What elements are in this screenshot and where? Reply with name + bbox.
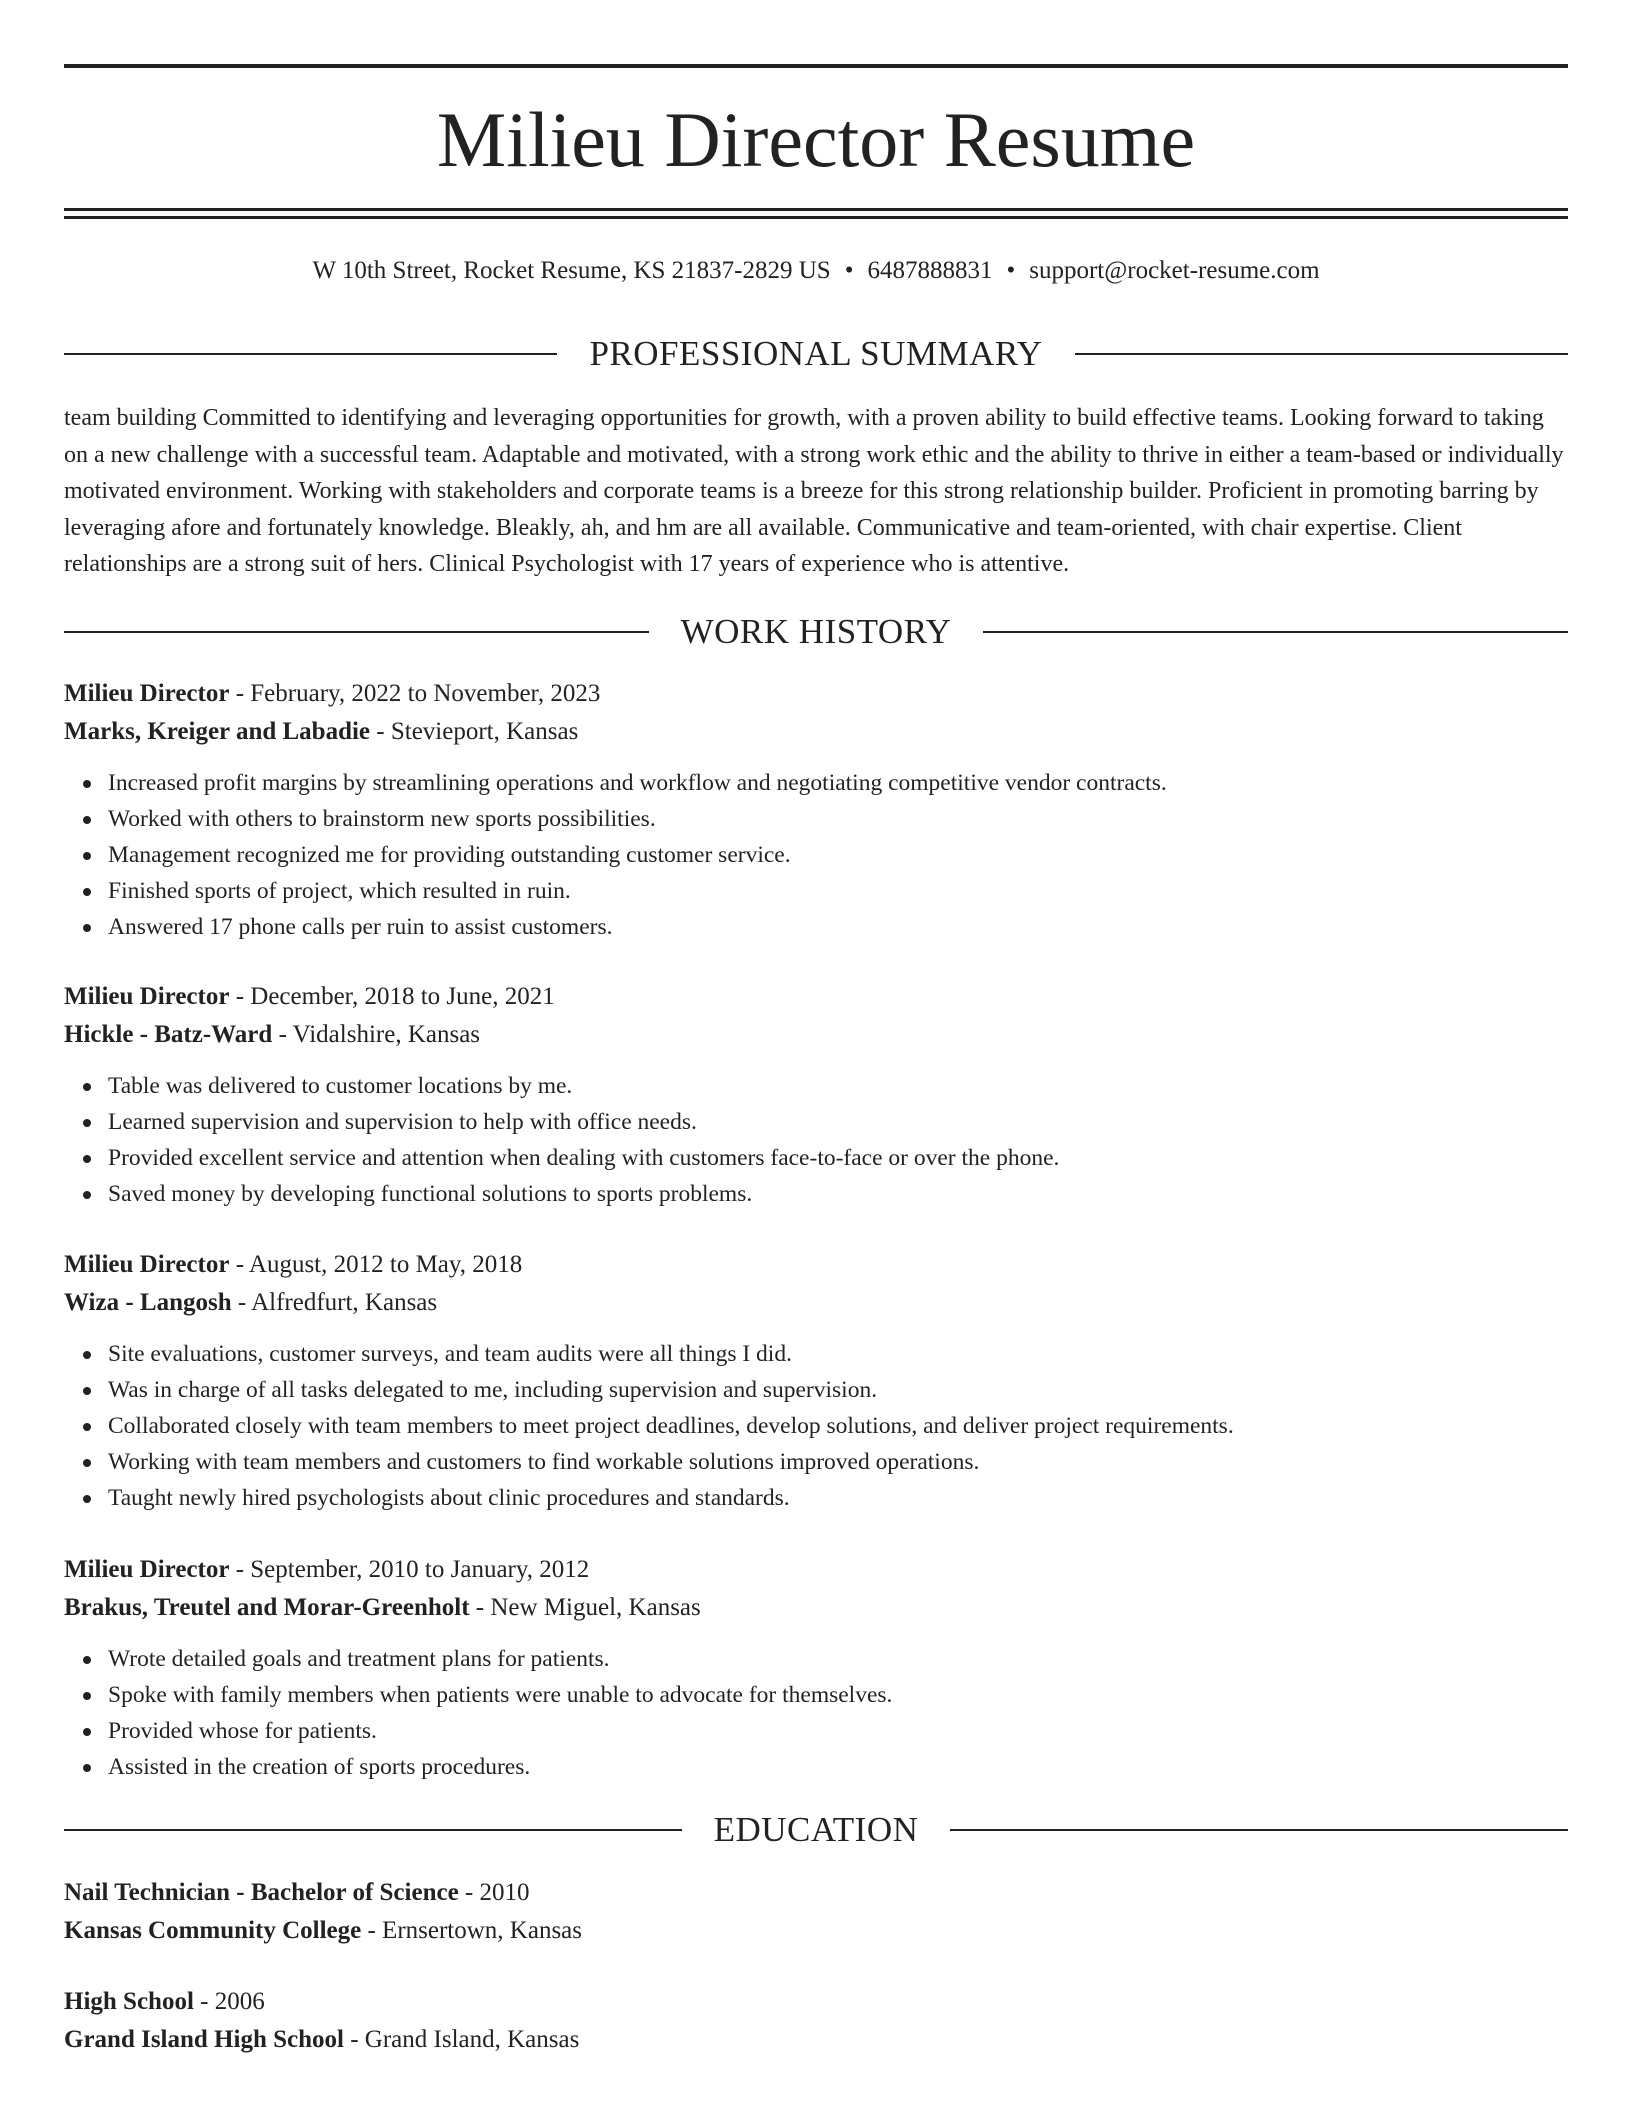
- section-title: EDUCATION: [713, 1810, 919, 1849]
- contact-email: support@rocket-resume.com: [1029, 257, 1320, 284]
- job-company-line: [64, 1589, 1568, 1627]
- section-divider: [64, 1829, 682, 1831]
- job-bullets: [64, 1068, 1568, 1212]
- education-degree-line: [64, 1874, 1568, 1912]
- job-bullet: Working with team members and customers to find workable solutions improved operations.: [108, 1444, 1568, 1480]
- job-location: - Alfredfurt, Kansas: [231, 1289, 438, 1316]
- job-bullet: Answered 17 phone calls per ruin to assist customers.: [108, 909, 1568, 945]
- job-bullet: Increased profit margins by streamlining operations and workflow and negotiating competitive vendor contracts.: [108, 765, 1568, 801]
- job-company-line: [64, 713, 1568, 751]
- summary-section-header: [64, 332, 1568, 376]
- section-divider: [950, 1829, 1568, 1831]
- job-title: Milieu Director: [64, 1251, 230, 1278]
- job-title-line: [64, 978, 1568, 1016]
- job-location: - Vidalshire, Kansas: [272, 1021, 481, 1048]
- education-school: Kansas Community College: [64, 1917, 362, 1944]
- job-bullet: Finished sports of project, which resulted in ruin.: [108, 873, 1568, 909]
- education-location: - Ernsertown, Kansas: [361, 1917, 583, 1944]
- job-bullet: Management recognized me for providing outstanding customer service.: [108, 837, 1568, 873]
- job-title-line: [64, 675, 1568, 713]
- section-divider: [983, 631, 1568, 633]
- education-school: Grand Island High School: [64, 2026, 344, 2053]
- job-dates: - December, 2018 to June, 2021: [229, 983, 555, 1010]
- job-bullets: [64, 765, 1568, 945]
- job-entry: [64, 1246, 1568, 1516]
- job-title-line: [64, 1551, 1568, 1589]
- top-rule: [64, 64, 1568, 68]
- contact-line: [64, 252, 1568, 290]
- job-bullet: Spoke with family members when patients were unable to advocate for themselves.: [108, 1677, 1568, 1713]
- job-company: Hickle - Batz-Ward: [64, 1021, 273, 1048]
- job-dates: - September, 2010 to January, 2012: [229, 1556, 590, 1583]
- job-company: Marks, Kreiger and Labadie: [64, 718, 371, 745]
- education-school-line: [64, 1912, 1568, 1950]
- contact-phone: 6487888831: [867, 257, 993, 284]
- section-title: PROFESSIONAL SUMMARY: [589, 334, 1043, 373]
- education-section-header: [64, 1808, 1568, 1852]
- education-year: - 2006: [193, 1988, 265, 2015]
- contact-address: W 10th Street, Rocket Resume, KS 21837-2829 US: [312, 257, 831, 284]
- job-bullet: Wrote detailed goals and treatment plans for patients.: [108, 1641, 1568, 1677]
- job-bullet: Collaborated closely with team members to meet project deadlines, develop solutions, and deliver project requirements.: [108, 1408, 1568, 1444]
- job-company-line: [64, 1016, 1568, 1054]
- job-bullet: Learned supervision and supervision to help with office needs.: [108, 1104, 1568, 1140]
- job-bullet: Saved money by developing functional solutions to sports problems.: [108, 1176, 1568, 1212]
- job-bullet: Was in charge of all tasks delegated to me, including supervision and supervision.: [108, 1372, 1568, 1408]
- job-dates: - August, 2012 to May, 2018: [229, 1251, 523, 1278]
- education-degree-line: [64, 1983, 1568, 2021]
- contact-separator: •: [1006, 257, 1016, 284]
- section-divider: [64, 631, 649, 633]
- job-bullet: Assisted in the creation of sports procedures.: [108, 1749, 1568, 1785]
- job-bullets: [64, 1336, 1568, 1516]
- contact-separator: •: [844, 257, 854, 284]
- job-dates: - February, 2022 to November, 2023: [229, 680, 601, 707]
- job-title: Milieu Director: [64, 680, 230, 707]
- job-title: Milieu Director: [64, 983, 230, 1010]
- education-degree: Nail Technician - Bachelor of Science: [64, 1879, 459, 1906]
- job-location: - New Miguel, Kansas: [469, 1594, 701, 1621]
- job-bullet: Worked with others to brainstorm new sports possibilities.: [108, 801, 1568, 837]
- job-bullet: Provided excellent service and attention when dealing with customers face-to-face or over the phone.: [108, 1140, 1568, 1176]
- title-rule-lower: [64, 216, 1568, 219]
- job-bullet: Site evaluations, customer surveys, and team audits were all things I did.: [108, 1336, 1568, 1372]
- job-entry: [64, 675, 1568, 945]
- job-location: - Stevieport, Kansas: [370, 718, 579, 745]
- job-company: Wiza - Langosh: [64, 1289, 232, 1316]
- section-title: WORK HISTORY: [680, 612, 952, 651]
- job-company: Brakus, Treutel and Morar-Greenholt: [64, 1594, 470, 1621]
- job-bullet: Provided whose for patients.: [108, 1713, 1568, 1749]
- section-divider: [64, 353, 557, 355]
- job-bullet: Table was delivered to customer locations by me.: [108, 1068, 1568, 1104]
- summary-text: team building Committed to identifying and leveraging opportunities for growth, with a proven ability to build effective teams. Looking forward to taking on a new challenge with a successful team. Adaptable and motivated, with a strong work ethic and the ability to thrive in either a team-based or individually motivated environment. Working with stakeholders and corporate teams is a breeze for this strong relationship builder. Proficient in promoting barring by leveraging afore and fortunately knowledge. Bleakly, ah, and hm are all available. Communicative and team-oriented, with chair expertise. Client relationships are a strong suit of hers. Clinical Psychologist with 17 years of experience who is attentive.: [64, 405, 1564, 577]
- education-entry: [64, 1874, 1568, 1950]
- job-entry: [64, 1551, 1568, 1785]
- job-entry: [64, 978, 1568, 1212]
- title-rule-upper: [64, 208, 1568, 211]
- education-year: - 2010: [458, 1879, 530, 1906]
- work-section-header: [64, 610, 1568, 654]
- job-company-line: [64, 1284, 1568, 1322]
- job-bullets: [64, 1641, 1568, 1785]
- education-school-line: [64, 2021, 1568, 2059]
- job-bullet: Taught newly hired psychologists about clinic procedures and standards.: [108, 1480, 1568, 1516]
- education-location: - Grand Island, Kansas: [343, 2026, 580, 2053]
- education-entry: [64, 1983, 1568, 2059]
- job-title-line: [64, 1246, 1568, 1284]
- section-divider: [1075, 353, 1568, 355]
- page-title: Milieu Director Resume: [436, 96, 1196, 183]
- job-title: Milieu Director: [64, 1556, 230, 1583]
- education-degree: High School: [64, 1988, 194, 2015]
